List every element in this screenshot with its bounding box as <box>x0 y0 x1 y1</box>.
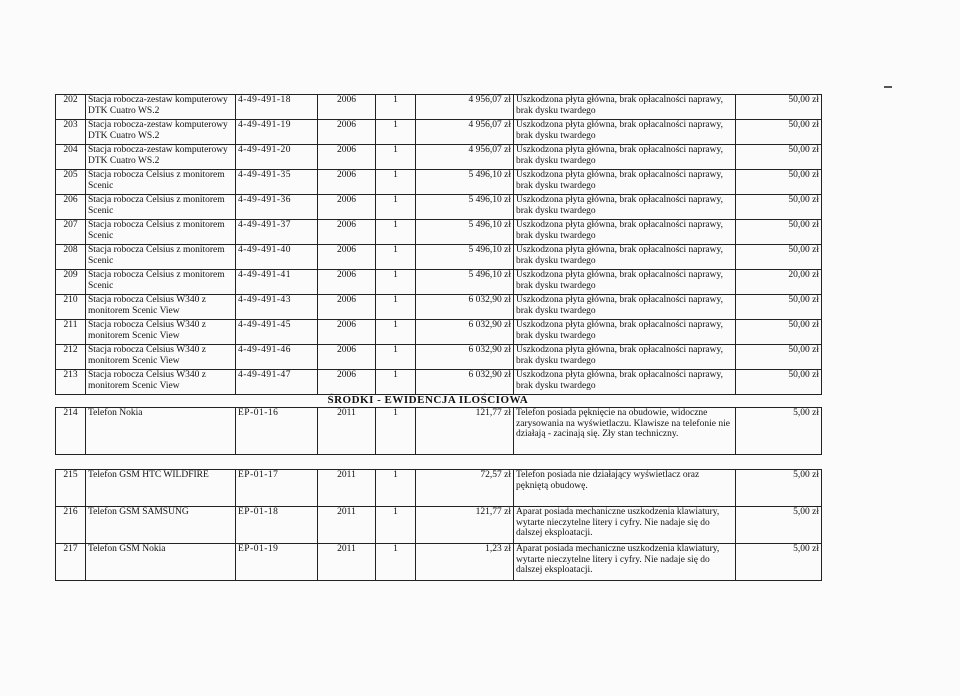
table-row <box>56 170 822 195</box>
row-number: 214 <box>56 408 86 455</box>
initial-value: 5 496,10 zł <box>416 220 514 245</box>
estimated-value: 5,00 zł <box>736 544 822 581</box>
condition-description: Uszkodzona płyta główna, brak opłacalności naprawy, brak dysku twardego <box>514 170 736 195</box>
table-row <box>56 195 822 220</box>
year: 2006 <box>318 145 376 170</box>
condition-description: Uszkodzona płyta główna, brak opłacalności naprawy, brak dysku twardego <box>514 195 736 220</box>
table-row <box>56 220 822 245</box>
initial-value: 6 032,90 zł <box>416 295 514 320</box>
year: 2006 <box>318 195 376 220</box>
estimated-value: 50,00 zł <box>736 320 822 345</box>
table-row <box>56 408 822 455</box>
table-row <box>56 320 822 345</box>
item-name: Stacja robocza-zestaw komputerowy DTK Cuatro WS.2 <box>86 95 236 120</box>
scan-mark <box>884 86 892 88</box>
year: 2006 <box>318 320 376 345</box>
table-row <box>56 295 822 320</box>
row-number: 202 <box>56 95 86 120</box>
inventory-number: 4-49-491-41 <box>236 270 318 295</box>
estimated-value: 20,00 zł <box>736 270 822 295</box>
table-row <box>56 245 822 270</box>
condition-description: Uszkodzona płyta główna, brak opłacalności naprawy, brak dysku twardego <box>514 320 736 345</box>
inventory-number: 4-49-491-46 <box>236 345 318 370</box>
quantity: 1 <box>376 195 416 220</box>
year: 2011 <box>318 408 376 455</box>
row-number: 203 <box>56 120 86 145</box>
item-name: Stacja robocza-zestaw komputerowy DTK Cuatro WS.2 <box>86 120 236 145</box>
row-number: 206 <box>56 195 86 220</box>
table-row <box>56 544 822 581</box>
condition-description: Uszkodzona płyta główna, brak opłacalności naprawy, brak dysku twardego <box>514 95 736 120</box>
quantity: 1 <box>376 370 416 395</box>
estimated-value: 5,00 zł <box>736 507 822 544</box>
section-header <box>56 395 822 408</box>
year: 2011 <box>318 470 376 507</box>
item-name: Stacja robocza Celsius z monitorem Scenic <box>86 270 236 295</box>
condition-description: Uszkodzona płyta główna, brak opłacalności naprawy, brak dysku twardego <box>514 120 736 145</box>
inventory-number: EP-01-18 <box>236 507 318 544</box>
table-row <box>56 120 822 145</box>
quantity: 1 <box>376 408 416 455</box>
row-number: 208 <box>56 245 86 270</box>
condition-description: Telefon posiada pęknięcie na obudowie, widoczne zarysowania na wyświetlaczu. Klawisze na telefonie nie działają - zacinają się. Zły stan techniczny. <box>514 408 736 455</box>
item-name: Telefon GSM Nokia <box>86 544 236 581</box>
row-number: 215 <box>56 470 86 507</box>
inventory-number: 4-49-491-40 <box>236 245 318 270</box>
condition-description: Telefon posiada nie działający wyświetlacz oraz pękniętą obudowę. <box>514 470 736 507</box>
year: 2006 <box>318 270 376 295</box>
quantity: 1 <box>376 507 416 544</box>
item-name: Telefon GSM HTC WILDFIRE <box>86 470 236 507</box>
quantity: 1 <box>376 120 416 145</box>
inventory-number: 4-49-491-43 <box>236 295 318 320</box>
item-name: Telefon Nokia <box>86 408 236 455</box>
initial-value: 5 496,10 zł <box>416 245 514 270</box>
table-row <box>56 145 822 170</box>
item-name: Stacja robocza-zestaw komputerowy DTK Cuatro WS.2 <box>86 145 236 170</box>
year: 2006 <box>318 245 376 270</box>
quantity: 1 <box>376 345 416 370</box>
estimated-value: 50,00 zł <box>736 195 822 220</box>
year: 2011 <box>318 544 376 581</box>
inventory-number: 4-49-491-35 <box>236 170 318 195</box>
item-name: Stacja robocza Celsius W340 z monitorem Scenic View <box>86 370 236 395</box>
inventory-number: EP-01-17 <box>236 470 318 507</box>
table-row <box>56 95 822 120</box>
inventory-table <box>55 94 822 581</box>
item-name: Stacja robocza Celsius z monitorem Scenic <box>86 170 236 195</box>
table-row <box>56 470 822 507</box>
year: 2006 <box>318 295 376 320</box>
item-name: Stacja robocza Celsius z monitorem Scenic <box>86 245 236 270</box>
row-number: 211 <box>56 320 86 345</box>
estimated-value: 5,00 zł <box>736 408 822 455</box>
quantity: 1 <box>376 170 416 195</box>
inventory-number: 4-49-491-47 <box>236 370 318 395</box>
row-number: 212 <box>56 345 86 370</box>
condition-description: Aparat posiada mechaniczne uszkodzenia klawiatury, wytarte nieczytelne litery i cyfry. Nie nadaje się do dalszej eksploatacji. <box>514 544 736 581</box>
inventory-number: EP-01-19 <box>236 544 318 581</box>
quantity: 1 <box>376 95 416 120</box>
item-name: Stacja robocza Celsius W340 z monitorem Scenic View <box>86 295 236 320</box>
inventory-number: EP-01-16 <box>236 408 318 455</box>
quantity: 1 <box>376 544 416 581</box>
initial-value: 72,57 zł <box>416 470 514 507</box>
condition-description: Uszkodzona płyta główna, brak opłacalności naprawy, brak dysku twardego <box>514 370 736 395</box>
condition-description: Uszkodzona płyta główna, brak opłacalności naprawy, brak dysku twardego <box>514 145 736 170</box>
phone-rows <box>56 408 822 581</box>
row-number: 205 <box>56 170 86 195</box>
table-row <box>56 507 822 544</box>
quantity: 1 <box>376 145 416 170</box>
row-number: 216 <box>56 507 86 544</box>
estimated-value: 50,00 zł <box>736 220 822 245</box>
row-number: 209 <box>56 270 86 295</box>
inventory-number: 4-49-491-20 <box>236 145 318 170</box>
quantity: 1 <box>376 245 416 270</box>
year: 2006 <box>318 170 376 195</box>
initial-value: 6 032,90 zł <box>416 345 514 370</box>
year: 2006 <box>318 95 376 120</box>
year: 2006 <box>318 120 376 145</box>
row-spacer <box>56 455 822 470</box>
initial-value: 5 496,10 zł <box>416 270 514 295</box>
estimated-value: 50,00 zł <box>736 95 822 120</box>
inventory-number: 4-49-491-19 <box>236 120 318 145</box>
year: 2006 <box>318 345 376 370</box>
table-row <box>56 345 822 370</box>
item-name: Stacja robocza Celsius z monitorem Scenic <box>86 195 236 220</box>
condition-description: Uszkodzona płyta główna, brak opłacalności naprawy, brak dysku twardego <box>514 345 736 370</box>
row-number: 204 <box>56 145 86 170</box>
row-number: 210 <box>56 295 86 320</box>
estimated-value: 50,00 zł <box>736 120 822 145</box>
inventory-number: 4-49-491-18 <box>236 95 318 120</box>
estimated-value: 50,00 zł <box>736 170 822 195</box>
initial-value: 1,23 zł <box>416 544 514 581</box>
item-name: Stacja robocza Celsius W340 z monitorem Scenic View <box>86 345 236 370</box>
inventory-number: 4-49-491-36 <box>236 195 318 220</box>
initial-value: 6 032,90 zł <box>416 320 514 345</box>
item-name: Telefon GSM SAMSUNG <box>86 507 236 544</box>
initial-value: 5 496,10 zł <box>416 195 514 220</box>
estimated-value: 5,00 zł <box>736 470 822 507</box>
estimated-value: 50,00 zł <box>736 370 822 395</box>
year: 2011 <box>318 507 376 544</box>
inventory-number: 4-49-491-45 <box>236 320 318 345</box>
condition-description: Uszkodzona płyta główna, brak opłacalności naprawy, brak dysku twardego <box>514 270 736 295</box>
initial-value: 5 496,10 zł <box>416 170 514 195</box>
section-title: ŚRODKI - EWIDENCJA ILOŚCIOWA <box>327 394 529 406</box>
quantity: 1 <box>376 270 416 295</box>
year: 2006 <box>318 220 376 245</box>
initial-value: 4 956,07 zł <box>416 145 514 170</box>
quantity: 1 <box>376 470 416 507</box>
row-number: 213 <box>56 370 86 395</box>
computer-rows <box>56 95 822 395</box>
table-row <box>56 370 822 395</box>
initial-value: 4 956,07 zł <box>416 120 514 145</box>
item-name: Stacja robocza Celsius z monitorem Scenic <box>86 220 236 245</box>
table-row <box>56 270 822 295</box>
estimated-value: 50,00 zł <box>736 295 822 320</box>
quantity: 1 <box>376 220 416 245</box>
quantity: 1 <box>376 320 416 345</box>
inventory-number: 4-49-491-37 <box>236 220 318 245</box>
initial-value: 4 956,07 zł <box>416 95 514 120</box>
row-number: 207 <box>56 220 86 245</box>
condition-description: Aparat posiada mechaniczne uszkodzenia klawiatury, wytarte nieczytelne litery i cyfry. Nie nadaje się do dalszej eksploatacji. <box>514 507 736 544</box>
row-number: 217 <box>56 544 86 581</box>
item-name: Stacja robocza Celsius W340 z monitorem Scenic View <box>86 320 236 345</box>
estimated-value: 50,00 zł <box>736 245 822 270</box>
condition-description: Uszkodzona płyta główna, brak opłacalności naprawy, brak dysku twardego <box>514 295 736 320</box>
estimated-value: 50,00 zł <box>736 145 822 170</box>
condition-description: Uszkodzona płyta główna, brak opłacalności naprawy, brak dysku twardego <box>514 245 736 270</box>
initial-value: 6 032,90 zł <box>416 370 514 395</box>
quantity: 1 <box>376 295 416 320</box>
estimated-value: 50,00 zł <box>736 345 822 370</box>
condition-description: Uszkodzona płyta główna, brak opłacalności naprawy, brak dysku twardego <box>514 220 736 245</box>
initial-value: 121,77 zł <box>416 507 514 544</box>
year: 2006 <box>318 370 376 395</box>
initial-value: 121,77 zł <box>416 408 514 455</box>
